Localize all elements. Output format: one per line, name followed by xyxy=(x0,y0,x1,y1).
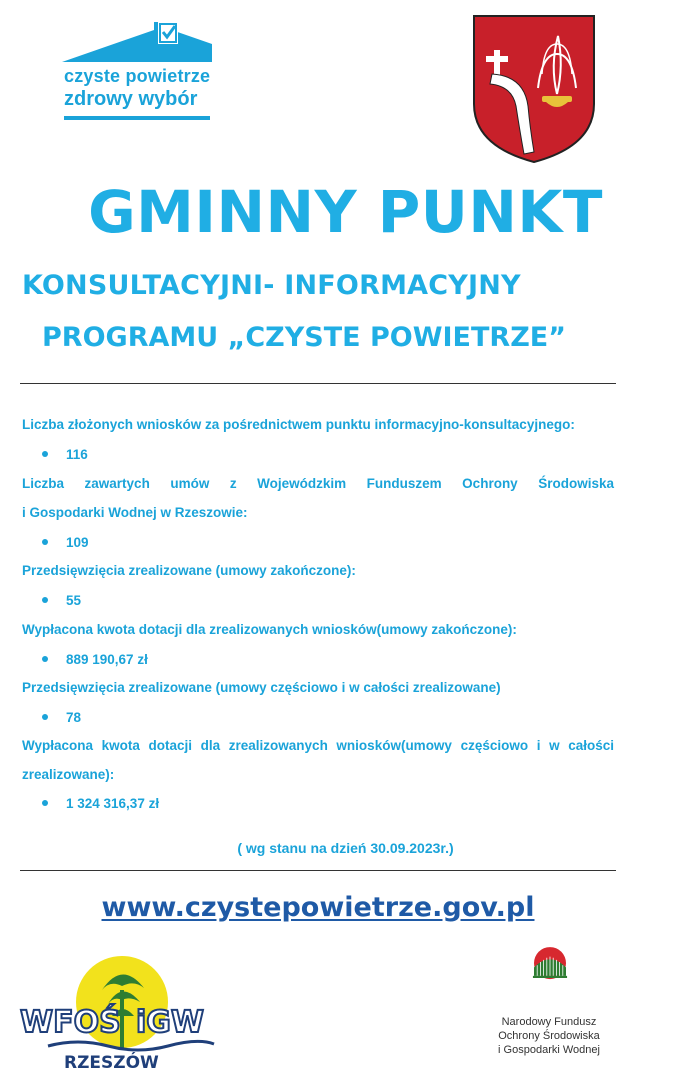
stat-label: Wypłacona kwota dotacji dla zrealizowanych wniosków(umowy częściowo i w całości xyxy=(22,738,614,753)
stat-value: 1 324 316,37 zł xyxy=(42,796,159,811)
page-title: GMINNY PUNKT xyxy=(88,178,603,246)
house-check-icon xyxy=(62,22,214,66)
bullet-icon xyxy=(42,800,48,806)
divider-top xyxy=(20,383,616,384)
svg-text:WFOŚ: WFOŚ xyxy=(20,1005,121,1040)
stat-value: 55 xyxy=(42,593,81,608)
nfosigw-logo-icon xyxy=(490,946,610,1010)
subtitle-line-2: PROGRAMU „CZYSTE POWIETRZE” xyxy=(42,322,566,353)
nfosigw-logo-text: Narodowy Fundusz Ochrony Środowiska i Gospodarki Wodnej xyxy=(498,1016,600,1056)
bullet-icon xyxy=(42,539,48,545)
stat-value: 109 xyxy=(42,535,89,550)
svg-text:iGW: iGW xyxy=(136,1005,204,1040)
stat-value: 889 190,67 zł xyxy=(42,652,148,667)
stat-label: Przedsięwzięcia zrealizowane (umowy zakończone): xyxy=(22,563,356,578)
stat-value: 116 xyxy=(42,447,88,462)
subtitle-line-1: KONSULTACYJNI- INFORMACYJNY xyxy=(22,270,521,301)
svg-text:RZESZÓW: RZESZÓW xyxy=(64,1053,159,1072)
stat-label: Liczba złożonych wniosków za pośrednictwem punktu informacyjno-konsultacyjnego: xyxy=(22,417,575,432)
logo-underline xyxy=(64,116,210,120)
stat-label-cont: i Gospodarki Wodnej w Rzeszowie: xyxy=(22,505,248,520)
coat-of-arms-icon xyxy=(472,14,596,164)
stat-label: Liczba zawartych umów z Wojewódzkim Funduszem Ochrony Środowiska xyxy=(22,476,614,491)
stat-value: 78 xyxy=(42,710,81,725)
wfosigw-logo xyxy=(18,950,218,1072)
stat-label-cont: zrealizowane): xyxy=(22,767,115,782)
website-link[interactable]: www.czystepowietrze.gov.pl xyxy=(101,892,535,923)
logo-line-1: czyste powietrze xyxy=(64,66,211,86)
date-note: ( wg stanu na dzień 30.09.2023r.) xyxy=(237,840,454,856)
stat-label: Wypłacona kwota dotacji dla zrealizowanych wniosków(umowy zakończone): xyxy=(22,622,517,637)
czyste-powietrze-logo xyxy=(62,22,214,126)
divider-bottom xyxy=(20,870,616,871)
bullet-icon xyxy=(42,656,48,662)
bullet-icon xyxy=(42,451,48,457)
stat-label: Przedsięwzięcia zrealizowane (umowy częściowo i w całości zrealizowane) xyxy=(22,680,501,695)
logo-line-2: zdrowy wybór xyxy=(64,88,198,110)
bullet-icon xyxy=(42,597,48,603)
bullet-icon xyxy=(42,714,48,720)
